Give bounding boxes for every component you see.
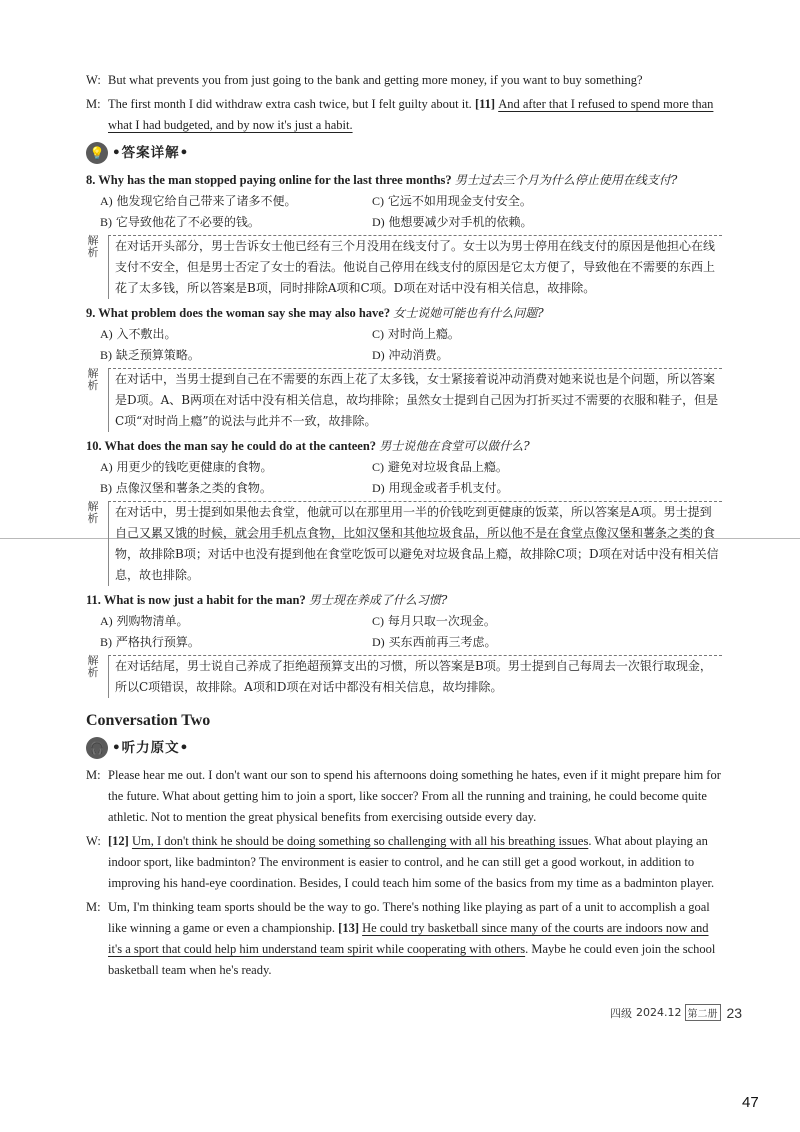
footer-issue: 第二册 [685,1004,721,1021]
explanation-box [86,368,722,432]
answer-option [100,345,372,366]
answer-option [372,191,672,212]
option-text: 对时尚上瘾。 [387,327,460,341]
conversation-two-title: Conversation Two [86,712,211,729]
answer-option [372,345,672,366]
dialog-text: . Maybe he could even join the school basketball team when he's ready. [108,942,716,977]
question-block [86,436,722,586]
option-label: D) [372,348,385,362]
page-footer [610,1004,742,1021]
option-grid [86,191,722,233]
option-label: A) [100,194,113,208]
question-chinese: 男士过去三个月为什么停止使用在线支付? [454,173,678,187]
option-text: 冲动消费。 [388,348,449,362]
option-text: 它导致他花了不必要的钱。 [115,215,260,229]
option-label: C) [372,614,384,628]
answer-option [100,212,372,233]
option-label: D) [372,481,385,495]
speaker-label: W: [86,834,101,848]
transcript-section-header [86,737,722,759]
explanation-text: 在对话中，男士提到如果他去食堂，他就可以在那里用一半的价钱吃到更健康的饭菜，所以答案是A项。男士提到自己又累又饿的时候，就会用手机点食物，比如汉堡和其他垃圾食品，所以他不是在食堂点像汉堡和薯条之类的食物，故排除B项；对话中也没有提到他在食堂吃饭可以避免对垃圾食品上瘾，故排除C项；D项在对话中没有相关信息，故也排除。 [108,501,722,586]
option-text: 缺乏预算策略。 [115,348,200,362]
question-english: 11. What is now just a habit for the man? [86,593,306,607]
answer-option [100,611,372,632]
question-marker: [13] [338,921,363,935]
explanation-box [86,235,722,299]
speaker-label: M: [86,97,101,111]
explanation-tag: 解析 [87,500,99,525]
speaker-label: W: [86,73,101,87]
dialog-line [86,70,722,91]
question-block [86,303,722,432]
question-stem [86,436,722,457]
option-text: 点像汉堡和薯条之类的食物。 [115,481,272,495]
underlined-answer: Um, I don't think he should be doing something so challenging with all his breathing issues [131,834,589,848]
explanation-tag: 解析 [87,654,99,679]
answers-section-title: •答案详解• [112,144,190,161]
transcript-section-title: •听力原文• [112,739,190,756]
speaker-label: M: [86,900,101,914]
option-text: 他发现它给自己带来了诸多不便。 [116,194,297,208]
answer-option [372,457,672,478]
question-marker: [12] [108,834,132,848]
option-text: 它远不如用现金支付安全。 [387,194,532,208]
dialog-text: Um, I'm thinking team sports should be the way to go. There's nothing like playing as part of a unit to accomplish a goal like winning a game or even a championship. [108,900,710,935]
option-text: 他想要减少对手机的依赖。 [388,215,533,229]
option-text: 用现金或者手机支付。 [388,481,509,495]
question-block [86,590,722,698]
option-label: D) [372,215,385,229]
content-column [86,70,722,984]
transcript-bottom [86,765,722,981]
dialog-text: But what prevents you from just going to the bank and getting more money, if you want to buy something? [108,73,643,87]
option-text: 用更少的钱吃更健康的食物。 [116,460,273,474]
option-label: C) [372,460,384,474]
transcript-top [86,70,722,136]
option-text: 严格执行预算。 [115,635,200,649]
lightbulb-icon: 💡 [86,142,108,164]
answer-option [100,478,372,499]
question-block [86,170,722,299]
option-text: 买东西前再三考虑。 [388,635,497,649]
explanation-text: 在对话中，当男士提到自己在不需要的东西上花了太多钱，女士紧接着说冲动消费对她来说也是个问题，所以答案是D项。A、B两项在对话中没有相关信息，故均排除；虽然女士提到自己因为打折买过不需要的衣服和鞋子，但是C项“对时尚上瘾”的说法与此并不一致，故排除。 [108,368,722,432]
question-chinese: 男士现在养成了什么习惯? [308,593,448,607]
dialog-line [86,897,722,981]
answer-option [100,457,372,478]
option-label: A) [100,614,113,628]
footer-date: 2024.12 [636,1006,682,1019]
underlined-answer: And after that I refused to spend more than what I had budgeted, and by now it's just a habit. [108,97,714,132]
answer-option [372,632,672,653]
option-label: B) [100,348,112,362]
option-text: 每月只取一次现金。 [387,614,496,628]
answer-option [100,324,372,345]
underlined-answer: He could try basketball since many of the courts are indoors now and it's a sport that could help him understand team spirit while cooperating with others [108,921,709,956]
question-english: 8. Why has the man stopped paying online for the last three months? [86,173,452,187]
headphones-icon: 🎧 [86,737,108,759]
question-english: 9. What problem does the woman say she may also have? [86,306,391,320]
question-stem [86,170,722,191]
explanation-box [86,655,722,698]
speaker-label: M: [86,768,101,782]
answer-option [372,324,672,345]
answer-option [372,212,672,233]
explanation-text: 在对话结尾，男士说自己养成了拒绝超预算支出的习惯，所以答案是B项。男士提到自己每周去一次银行取现金，所以C项错误，故排除。A项和D项在对话中都没有相关信息，故均排除。 [108,655,722,698]
explanation-text: 在对话开头部分，男士告诉女士他已经有三个月没用在线支付了。女士以为男士停用在线支付的原因是他担心在线支付不安全，但是男士否定了女士的看法。他说自己停用在线支付的原因是它太方便了，导致他在不需要的东西上花了太多钱，所以答案是B项，同时排除A项和C项。D项在对话中没有相关信息，故排除。 [108,235,722,299]
answers-section-header [86,142,722,164]
explanation-tag: 解析 [87,234,99,259]
question-marker: [11] [474,97,499,111]
option-label: B) [100,635,112,649]
dialog-text: The first month I did withdraw extra cash twice, but I felt guilty about it. [108,97,475,111]
option-grid [86,611,722,653]
footer-brand: 四级 [610,1006,632,1020]
dialog-text: . What about playing an indoor sport, like badminton? The environment is easier to control, and he can still get a good workout, in addition to improving his hand-eye coordination. Besides, I could teach him some of the basics from my time as a badminton player. [108,834,715,890]
option-label: B) [100,481,112,495]
question-chinese: 女士说她可能也有什么问题? [393,306,544,320]
answer-option [372,611,672,632]
option-grid [86,457,722,499]
option-grid [86,324,722,366]
answer-option [372,478,672,499]
option-label: A) [100,327,113,341]
option-text: 列购物清单。 [116,614,189,628]
question-english: 10. What does the man say he could do at the canteen? [86,439,377,453]
option-label: C) [372,194,384,208]
question-list [86,170,722,698]
dialog-text: Please hear me out. I don't want our son to spend his afternoons doing something he hates, even if it might prepare him for the future. What about getting him to join a sport, like soccer? From all the running and training, he could become quite athletic. Not to mention the great physical benefits from exercising outside every day. [108,768,721,824]
question-stem [86,590,722,611]
question-chinese: 男士说他在食堂可以做什么? [379,439,530,453]
dialog-line [86,765,722,828]
option-text: 避免对垃圾食品上瘾。 [387,460,508,474]
option-label: C) [372,327,384,341]
option-label: A) [100,460,113,474]
option-label: D) [372,635,385,649]
dialog-line [86,831,722,894]
scan-page-number: 47 [742,1094,759,1111]
footer-page: 23 [726,1004,743,1021]
option-label: B) [100,215,112,229]
question-stem [86,303,722,324]
option-text: 入不敷出。 [116,327,177,341]
explanation-box [86,501,722,586]
answer-option [100,191,372,212]
dialog-line [86,94,722,136]
explanation-tag: 解析 [87,367,99,392]
answer-option [100,632,372,653]
